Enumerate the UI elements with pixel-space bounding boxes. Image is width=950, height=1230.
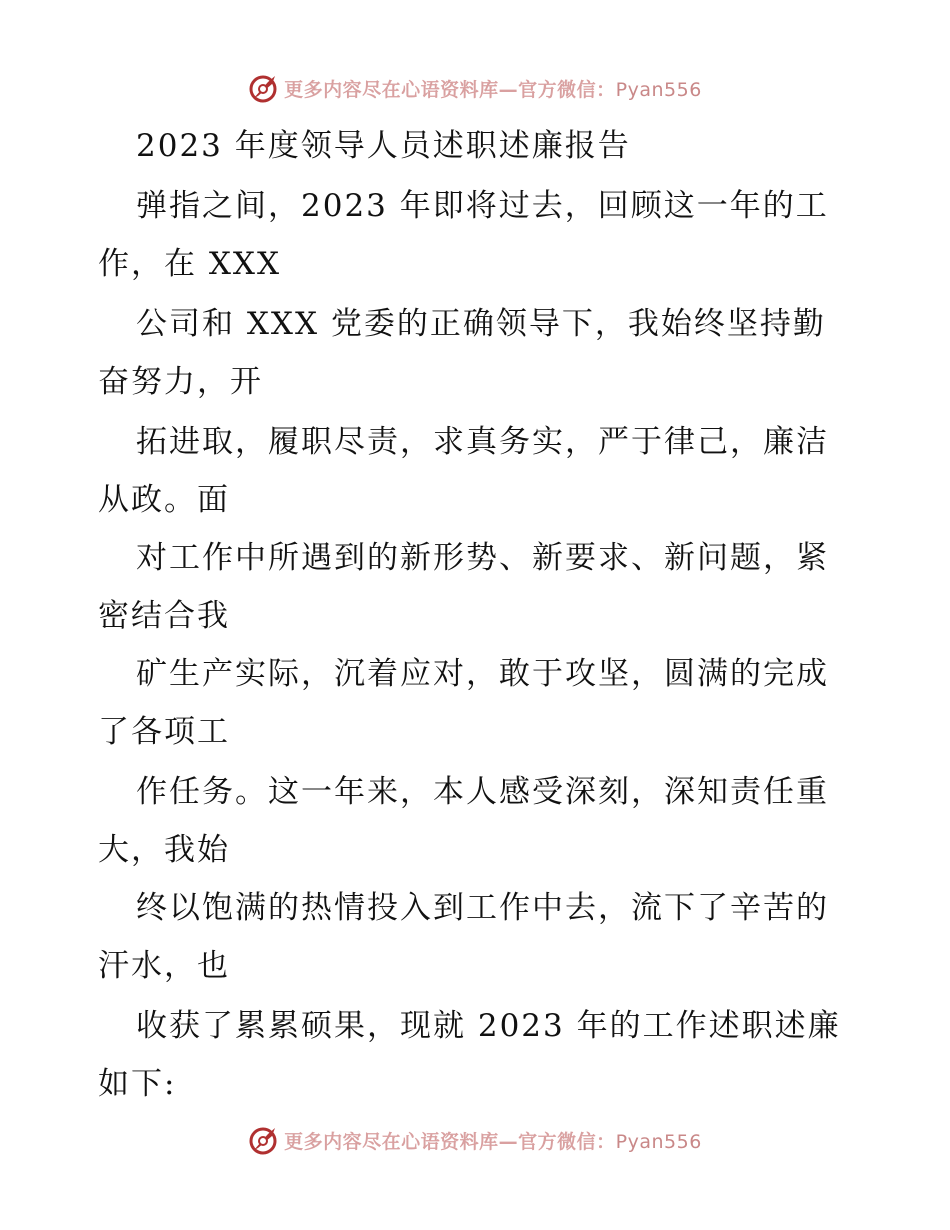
paragraph-line: 弹指之间，2023 年即将过去，回顾这一年的工 bbox=[136, 188, 829, 224]
paragraph-line: 矿生产实际，沉着应对，敢于攻坚，圆满的完成 bbox=[136, 656, 829, 692]
wechat-id: Pyan556 bbox=[615, 78, 702, 101]
quill-pen-circle-icon bbox=[248, 72, 280, 104]
footer-banner bbox=[0, 1120, 950, 1160]
paragraph-line: 对工作中所遇到的新形势、新要求、新问题，紧 bbox=[136, 540, 829, 576]
paragraph-line: 作，在 XXX bbox=[98, 246, 282, 282]
document-title: 2023 年度领导人员述职述廉报告 bbox=[136, 128, 631, 164]
paragraph-line: 密结合我 bbox=[98, 598, 230, 634]
header-banner bbox=[0, 68, 950, 108]
paragraph-line: 奋努力，开 bbox=[98, 364, 263, 400]
paragraph-line: 公司和 XXX 党委的正确领导下，我始终坚持勤 bbox=[136, 306, 826, 342]
paragraph-line: 收获了累累硕果，现就 2023 年的工作述职述廉 bbox=[136, 1008, 841, 1044]
banner-text: 更多内容尽在心语资料库—官方微信：Pyan556 bbox=[284, 78, 702, 101]
paragraph-line: 大，我始 bbox=[98, 832, 230, 868]
banner-text: 更多内容尽在心语资料库—官方微信：Pyan556 bbox=[284, 1130, 702, 1153]
paragraph-line: 汗水，也 bbox=[98, 948, 230, 984]
paragraph-line: 了各项工 bbox=[98, 714, 230, 750]
paragraph-line: 拓进取，履职尽责，求真务实，严于律己，廉洁 bbox=[136, 424, 829, 460]
paragraph-line: 如下: bbox=[98, 1066, 177, 1102]
wechat-id: Pyan556 bbox=[615, 1130, 702, 1153]
paragraph-line: 终以饱满的热情投入到工作中去，流下了辛苦的 bbox=[136, 890, 829, 926]
paragraph-line: 作任务。这一年来，本人感受深刻，深知责任重 bbox=[136, 774, 829, 810]
quill-pen-circle-icon bbox=[248, 1124, 280, 1156]
paragraph-line: 从政。面 bbox=[98, 482, 230, 518]
